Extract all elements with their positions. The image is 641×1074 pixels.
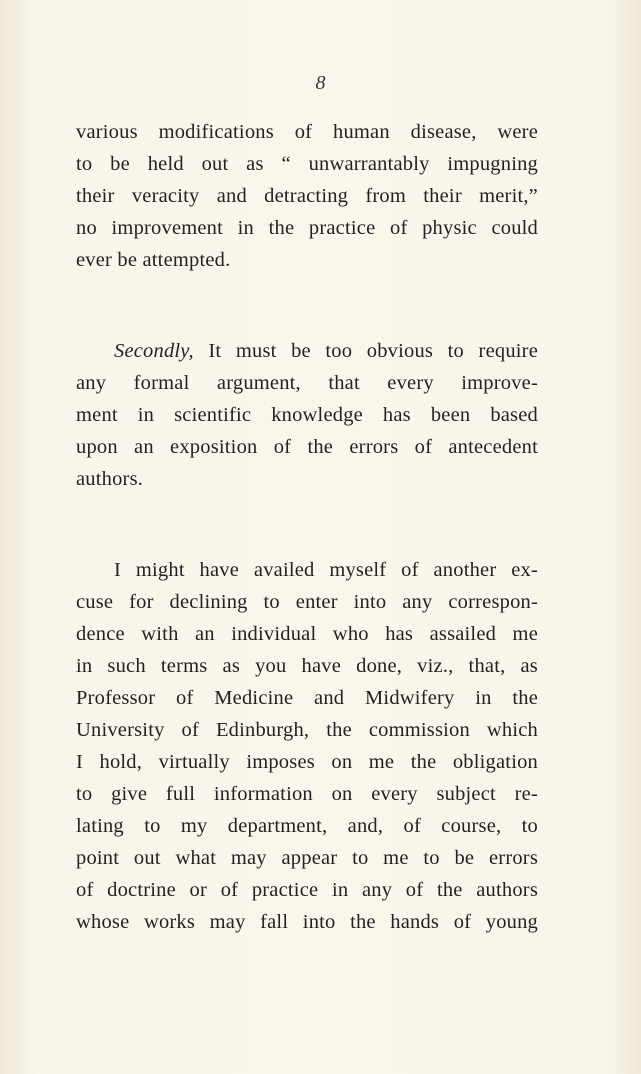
text-line: no improvement in the practice of physic could <box>76 217 538 239</box>
text-line: to be held out as “ unwarrantably impugning <box>76 153 538 175</box>
text-line: to give full information on every subject re- <box>76 783 538 805</box>
paragraph-2 <box>76 335 538 495</box>
text-line: I hold, virtually imposes on me the obligation <box>76 751 538 773</box>
text-line: point out what may appear to me to be errors <box>76 847 538 869</box>
text-line: any formal argument, that every improve- <box>76 372 538 394</box>
text-line: ment in scientific knowledge has been based <box>76 404 538 426</box>
page-number: 8 <box>315 72 326 94</box>
text-line-rest: It must be too obvious to require <box>208 340 539 362</box>
text-line: lating to my department, and, of course, to <box>76 815 538 837</box>
text-line: dence with an individual who has assailed me <box>76 623 538 645</box>
text-line: their veracity and detracting from their merit,” <box>76 185 538 207</box>
text-line: I might have availed myself of another ex- <box>114 559 538 581</box>
paragraph-1 <box>76 116 538 276</box>
text-line: various modifications of human disease, were <box>76 121 538 143</box>
text-line: cuse for declining to enter into any correspon- <box>76 591 538 613</box>
paragraph-3 <box>76 554 538 938</box>
text-line: authors. <box>76 468 144 490</box>
text-line: ever be attempted. <box>76 249 231 271</box>
text-line: University of Edinburgh, the commission which <box>76 719 538 741</box>
text-line: in such terms as you have done, viz., that, as <box>76 655 538 677</box>
italic-lead-word: Secondly, <box>114 340 194 362</box>
text-line: whose works may fall into the hands of young <box>76 911 538 933</box>
text-line: of doctrine or of practice in any of the authors <box>76 879 538 901</box>
text-line: Professor of Medicine and Midwifery in the <box>76 687 538 709</box>
text-line-first <box>76 335 538 367</box>
text-line: upon an exposition of the errors of antecedent <box>76 436 538 458</box>
